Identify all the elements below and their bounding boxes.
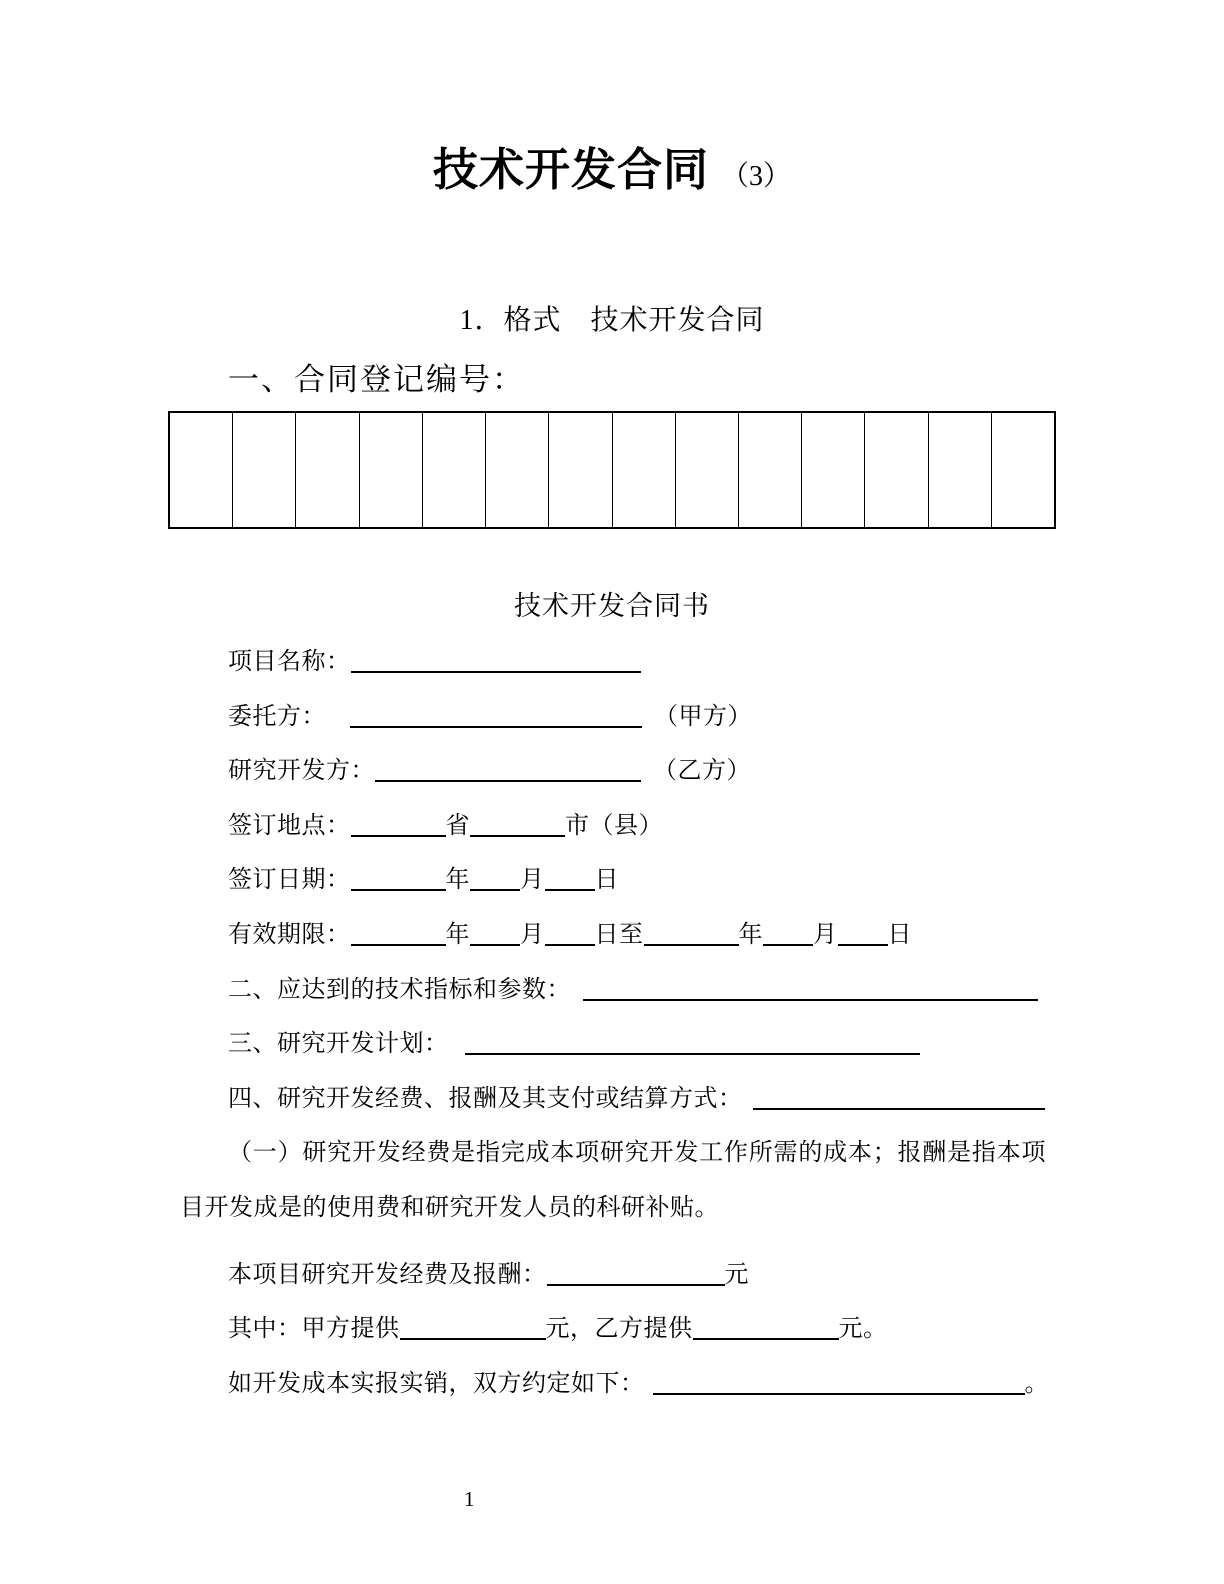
funding-blank xyxy=(753,1086,1045,1110)
party-b-amount-blank xyxy=(693,1316,839,1340)
field-row-developer xyxy=(180,744,1046,799)
reimbursement-blank xyxy=(653,1371,1025,1395)
registration-grid-cell xyxy=(739,413,802,527)
document-title xyxy=(0,140,1224,211)
registration-grid-cell xyxy=(486,413,549,527)
province-suffix: 省 xyxy=(445,812,470,839)
registration-grid-cell xyxy=(865,413,928,527)
validity-start-year-suffix: 年 xyxy=(445,921,470,948)
validity-start-year-blank xyxy=(351,922,446,946)
field-row-validity-period xyxy=(180,908,1046,963)
validity-to-text: 日至 xyxy=(594,921,644,948)
total-funding-blank xyxy=(547,1262,725,1286)
city-blank xyxy=(470,813,565,837)
document-subtitle: 1．格式 技术开发合同 xyxy=(459,305,765,336)
party-b-provides-label: 元，乙方提供 xyxy=(545,1316,693,1343)
validity-end-month-suffix: 月 xyxy=(813,921,838,948)
rd-plan-blank xyxy=(465,1031,920,1055)
section-row-funding xyxy=(180,1072,1046,1127)
form-heading: 技术开发合同书 xyxy=(514,591,710,621)
province-blank xyxy=(351,813,446,837)
sign-year-blank xyxy=(351,867,446,891)
title-number: （3） xyxy=(721,161,792,192)
registration-grid-cell xyxy=(992,413,1054,527)
client-blank xyxy=(350,704,642,728)
registration-number-grid xyxy=(168,411,1056,529)
sign-month-suffix: 月 xyxy=(520,867,545,894)
validity-end-day-blank xyxy=(838,922,888,946)
project-name-blank xyxy=(351,649,641,673)
client-party-a-note: （甲方） xyxy=(654,703,752,730)
field-row-signing-place xyxy=(180,799,1046,854)
client-label: 委托方： xyxy=(228,703,326,730)
section-row-tech-specs xyxy=(180,963,1046,1018)
signing-place-label: 签订地点： xyxy=(228,812,351,839)
form-fields xyxy=(180,635,1046,1126)
validity-label: 有效期限： xyxy=(228,921,351,948)
sign-day-suffix: 日 xyxy=(594,867,619,894)
tech-specs-label: 二、应达到的技术指标和参数： xyxy=(228,976,571,1003)
registration-grid-cell xyxy=(296,413,359,527)
registration-grid-cell xyxy=(549,413,612,527)
city-suffix: 市（县） xyxy=(565,812,663,839)
field-row-funding-split xyxy=(180,1302,1046,1357)
field-row-total-funding xyxy=(180,1248,1046,1303)
field-row-project-name xyxy=(180,635,1046,690)
registration-number-line xyxy=(180,359,1046,401)
title-text: 技术开发合同 xyxy=(432,144,709,195)
party-a-provides-label: 其中：甲方提供 xyxy=(228,1316,400,1343)
sign-month-blank xyxy=(470,867,520,891)
field-row-signing-date xyxy=(180,853,1046,908)
funding-fields xyxy=(180,1248,1049,1412)
validity-start-day-blank xyxy=(545,922,595,946)
validity-start-month-blank xyxy=(470,922,520,946)
project-name-label: 项目名称： xyxy=(228,649,351,675)
tech-specs-blank xyxy=(583,977,1038,1001)
funding-label: 四、研究开发经费、报酬及其支付或结算方式： xyxy=(228,1085,743,1112)
signing-date-label: 签订日期： xyxy=(228,867,351,894)
validity-start-month-suffix: 月 xyxy=(520,921,545,948)
field-row-reimbursement xyxy=(180,1357,1049,1412)
registration-grid-cell xyxy=(676,413,739,527)
page-number: 1 xyxy=(464,1487,475,1511)
developer-party-b-note: （乙方） xyxy=(653,758,751,785)
reimbursement-label: 如开发成本实报实销，双方约定如下： xyxy=(228,1370,645,1397)
party-a-amount-blank xyxy=(400,1316,546,1340)
total-funding-unit: 元 xyxy=(724,1261,749,1288)
reimbursement-end: 。 xyxy=(1024,1370,1049,1397)
registration-grid-cell xyxy=(423,413,486,527)
registration-grid-cell xyxy=(360,413,423,527)
developer-blank xyxy=(375,758,641,782)
registration-grid-cell xyxy=(929,413,992,527)
validity-end-year-suffix: 年 xyxy=(738,921,763,948)
registration-grid-cell xyxy=(233,413,296,527)
validity-end-month-blank xyxy=(763,922,813,946)
section-row-rd-plan xyxy=(180,1017,1046,1072)
sign-day-blank xyxy=(545,867,595,891)
validity-end-year-blank xyxy=(644,922,739,946)
funding-split-end: 元。 xyxy=(838,1316,888,1343)
registration-grid-cell xyxy=(170,413,233,527)
total-funding-label: 本项目研究开发经费及报酬： xyxy=(228,1261,547,1288)
registration-grid-cell xyxy=(613,413,676,527)
validity-end-day-suffix: 日 xyxy=(887,921,912,948)
registration-label: 一、合同登记编号： xyxy=(228,362,525,397)
sign-year-suffix: 年 xyxy=(445,867,470,894)
funding-definition-paragraph: （一）研究开发经费是指完成本项研究开发工作所需的成本；报酬是指本项目开发成是的使用费和研究开发人员的科研补贴。 xyxy=(180,1140,1046,1221)
rd-plan-label: 三、研究开发计划： xyxy=(228,1031,449,1058)
field-row-client xyxy=(180,690,1046,745)
registration-grid-cell xyxy=(802,413,865,527)
developer-label: 研究开发方： xyxy=(228,758,375,785)
